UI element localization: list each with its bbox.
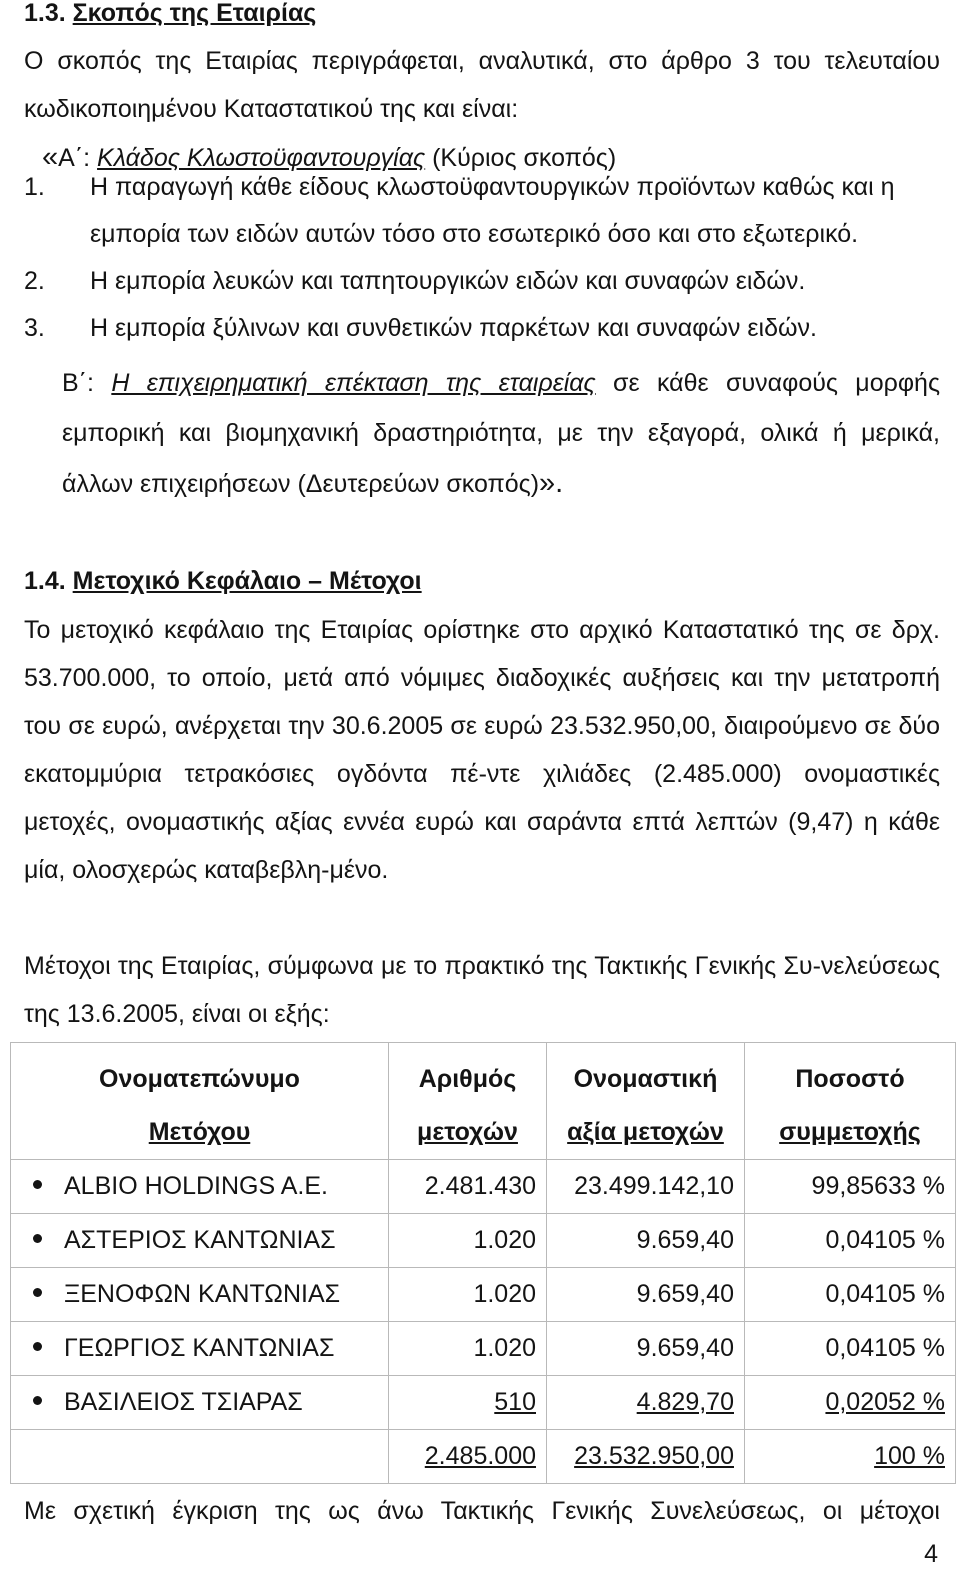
shareholder-name: ΒΑΣΙΛΕΙΟΣ ΤΣΙΑΡΑΣ [64, 1388, 303, 1416]
header-value-line2: αξία μετοχών [567, 1118, 724, 1146]
percent-cell [745, 1376, 956, 1430]
open-quote: « [42, 141, 59, 173]
list-item-text: Η παραγωγή κάθε είδους κλωστοϋφαντουργικών προϊόντων καθώς και η εμπορία των ειδών αυτών τόσο στο εσωτερικό όσο και στο εξωτερικό. [90, 173, 895, 248]
header-value [547, 1043, 745, 1160]
shareholders-table [10, 1042, 956, 1484]
section-14-title: Μετοχικό Κεφάλαιο – Μέτοχοι [72, 567, 422, 595]
table-header-row [11, 1043, 956, 1160]
shareholder-name-cell [11, 1214, 389, 1268]
header-name-line2: Μετόχου [148, 1118, 251, 1146]
shareholder-name-cell [11, 1268, 389, 1322]
list-item-text: Η εμπορία λευκών και ταπητουργικών ειδών και συναφών ειδών. [90, 267, 806, 295]
header-shares [389, 1043, 547, 1160]
header-name-line1: Ονοματεπώνυμο [99, 1065, 300, 1093]
shares-value: 510 [494, 1388, 536, 1416]
closing-paragraph: Με σχετική έγκριση της ως άνω Τακτικής Γενικής Συνελεύσεως, οι μέτοχοι [24, 1497, 940, 1525]
percent-cell: 99,85633 % [745, 1160, 956, 1214]
shareholders-intro: Μέτοχοι της Εταιρίας, σύμφωνα με το πρακτικό της Τακτικής Γενικής Συ-νελεύσεως της 13.6.2005, είναι οι εξής: [24, 952, 940, 1028]
list-item [24, 164, 940, 258]
bullet-icon [33, 1180, 42, 1189]
header-shares-line1: Αριθμός [418, 1065, 517, 1093]
section-13-title: Σκοπός της Εταιρίας [72, 0, 317, 27]
purpose-list [24, 164, 940, 352]
section-a-suffix: (Κύριος σκοπός) [425, 144, 617, 172]
shareholder-name: ΓΕΩΡΓΙΟΣ ΚΑΝΤΩΝΙΑΣ [64, 1334, 335, 1362]
total-value: 23.532.950,00 [574, 1442, 734, 1470]
table-row [11, 1160, 956, 1214]
section-13-number: 1.3. [24, 0, 66, 27]
percent-cell: 0,04105 % [745, 1214, 956, 1268]
list-item-number: 3. [24, 314, 45, 342]
shareholder-name-cell [11, 1376, 389, 1430]
header-percent-line2: συμμετοχής [779, 1118, 921, 1146]
section-a-title: Κλάδος Κλωστοϋφαντουργίας [97, 144, 426, 172]
shareholder-name: ALBIO HOLDINGS A.E. [64, 1172, 328, 1200]
shares-cell: 1.020 [389, 1214, 547, 1268]
capital-paragraph: Το μετοχικό κεφάλαιο της Εταιρίας ορίστηκε στο αρχικό Καταστατικό της σε δρχ. 53.700.000, το οποίο, μετά από νόμιμες διαδοχικές αυξήσεις και την μετατροπή του σε ευρώ, ανέρχεται την 30.6.2005 σε ευρώ 23.532.950,00, διαιρούμενο σε δύο εκατομμύρια τετρακόσιες ογδόντα πέ-ντε χιλιάδες (2.485.000) ονομαστικές μετοχές, ονομαστικής αξίας εννέα ευρώ και σαράντα επτά λεπτών (9,47) η κάθε μία, ολοσχερώς καταβεβλη-μένο. [24, 616, 940, 884]
value-cell: 9.659,40 [547, 1214, 745, 1268]
bullet-icon [33, 1342, 42, 1351]
section-b-prefix: Β΄: [62, 369, 112, 397]
table-row [11, 1214, 956, 1268]
shareholder-name-cell [11, 1322, 389, 1376]
total-label-cell [11, 1430, 389, 1484]
section-13-intro: Ο σκοπός της Εταιρίας περιγράφεται, αναλυτικά, στο άρθρο 3 του τελευταίου κωδικοποιημένου Καταστατικού της και είναι: [24, 47, 940, 123]
header-percent [745, 1043, 956, 1160]
shareholder-name-cell [11, 1160, 389, 1214]
total-percent-cell [745, 1430, 956, 1484]
list-item-number: 1. [24, 173, 45, 201]
section-b-text: σε κάθε συναφούς μορφής εμπορική και βιομηχανική δραστηριότητα, με την εξαγορά, ολικά ή μερικά, άλλων επιχειρήσεων (Δευτερεύων σκοπός) [62, 369, 941, 498]
section-a-prefix: Α΄: [58, 144, 98, 172]
header-percent-line1: Ποσοστό [795, 1065, 905, 1093]
header-shares-line2: μετοχών [417, 1118, 518, 1146]
header-value-line1: Ονομαστική [573, 1065, 718, 1093]
bullet-icon [33, 1288, 42, 1297]
section-b [24, 358, 940, 509]
list-item [24, 258, 940, 305]
list-item-text: Η εμπορία ξύλινων και συνθετικών παρκέτων και συναφών ειδών. [90, 314, 817, 342]
section-14-heading [24, 566, 422, 596]
section-14-number: 1.4. [24, 567, 66, 595]
percent-value: 0,02052 % [825, 1388, 945, 1416]
bullet-icon [33, 1234, 42, 1243]
shareholder-name: ΑΣΤΕΡΙΟΣ ΚΑΝΤΩΝΙΑΣ [64, 1226, 336, 1254]
value-cell [547, 1376, 745, 1430]
value-cell: 23.499.142,10 [547, 1160, 745, 1214]
percent-cell: 0,04105 % [745, 1268, 956, 1322]
header-name [11, 1043, 389, 1160]
shares-cell [389, 1376, 547, 1430]
value-cell: 9.659,40 [547, 1322, 745, 1376]
list-item [24, 305, 940, 352]
total-shares: 2.485.000 [424, 1442, 536, 1470]
table-row [11, 1268, 956, 1322]
section-13-heading [24, 0, 316, 28]
value-amount: 4.829,70 [636, 1388, 734, 1416]
value-cell: 9.659,40 [547, 1268, 745, 1322]
shareholder-name: ΞΕΝΟΦΩΝ ΚΑΝΤΩΝΙΑΣ [64, 1280, 341, 1308]
table-row [11, 1322, 956, 1376]
close-quote: ». [539, 467, 564, 499]
section-b-title: Η επιχειρηματική επέκταση της εταιρείας [111, 369, 596, 397]
shares-cell: 1.020 [389, 1268, 547, 1322]
total-percent: 100 % [874, 1442, 945, 1470]
bullet-icon [33, 1396, 42, 1405]
total-value-cell [547, 1430, 745, 1484]
percent-cell: 0,04105 % [745, 1322, 956, 1376]
total-shares-cell [389, 1430, 547, 1484]
page-number: 4 [924, 1540, 938, 1568]
table-row [11, 1376, 956, 1430]
shares-cell: 2.481.430 [389, 1160, 547, 1214]
table-total-row [11, 1430, 956, 1484]
shares-cell: 1.020 [389, 1322, 547, 1376]
list-item-number: 2. [24, 267, 45, 295]
